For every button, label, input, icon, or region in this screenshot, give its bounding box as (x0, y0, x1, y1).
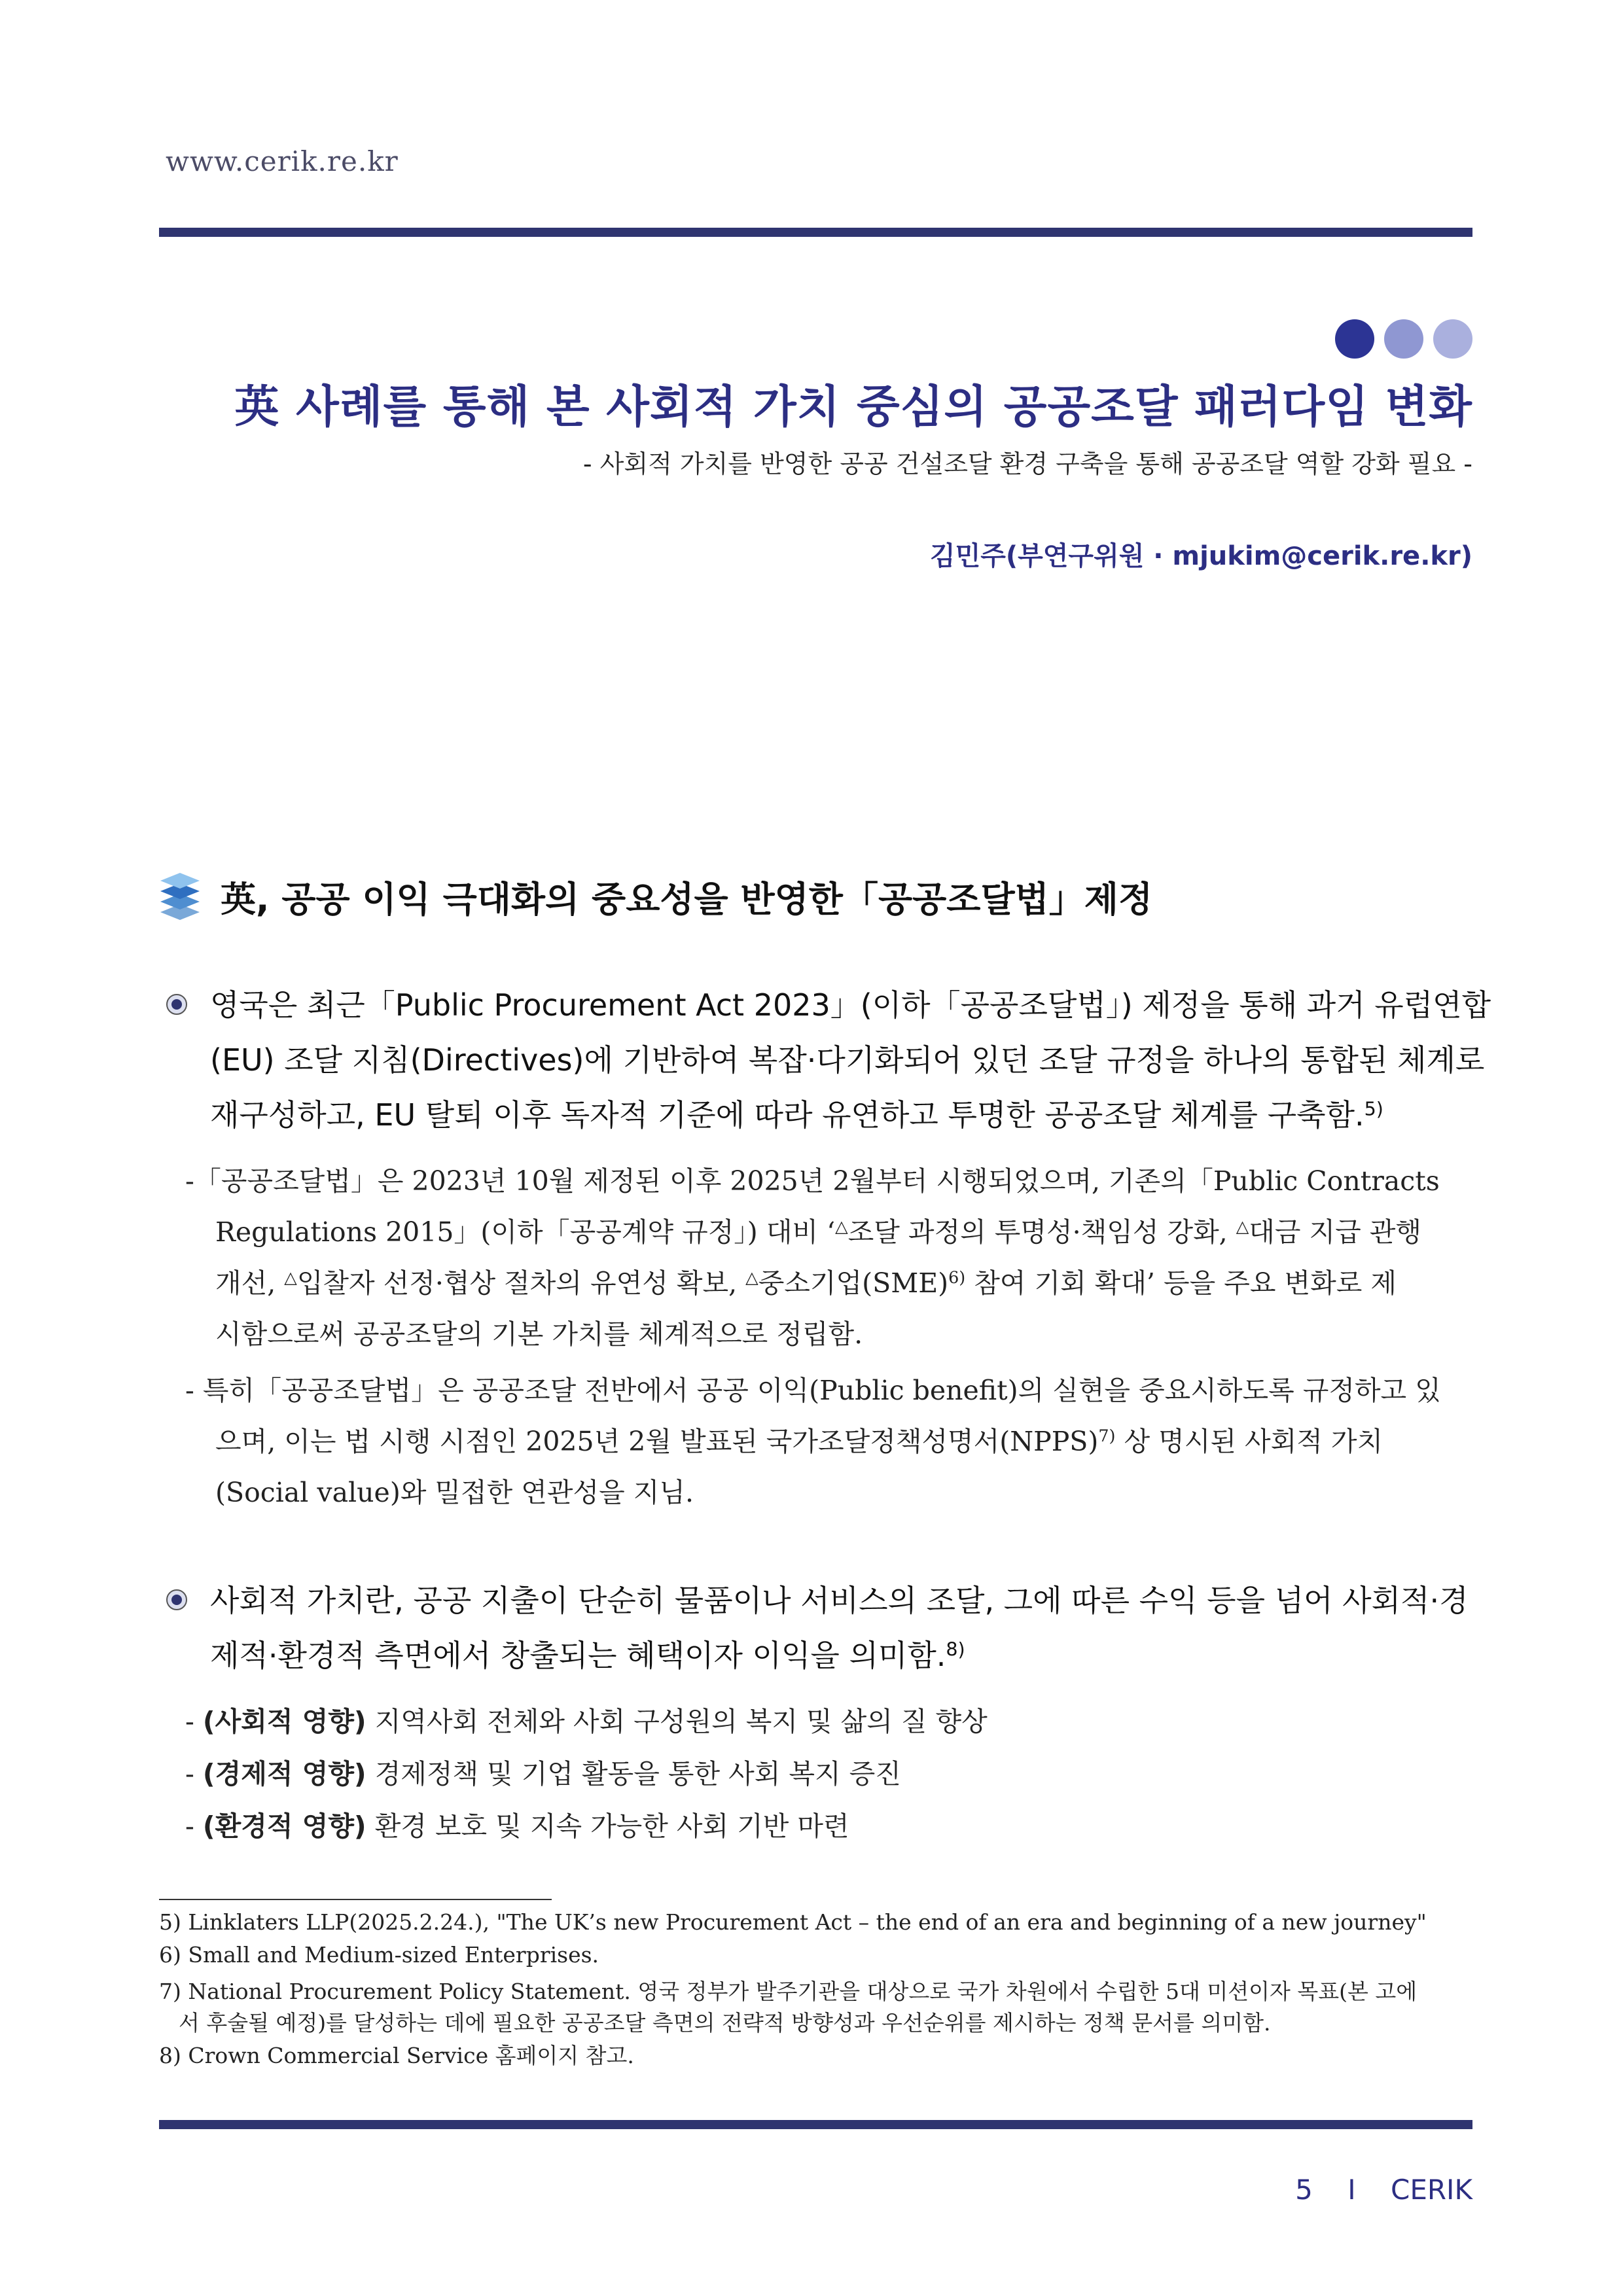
sub-item-list (185, 1159, 1472, 1526)
footnote: 6) Small and Medium-sized Enterprises. (159, 1942, 599, 1968)
sub-item-line: 개선, △입찰자 선정·협상 절차의 유연성 확보, △중소기업(SME)$^{6)}$ 참여 기회 확대’ 등을 주요 변화로 제 (215, 1267, 1397, 1299)
impact-item: - (경제적 영향) 경제정책 및 기업 활동을 통한 사회 복지 증진 (185, 1758, 901, 1790)
paragraph-line: 제적·환경적 측면에서 창출되는 혜택이자 이익을 의미함.$^{8)}$ (210, 1638, 965, 1673)
page-number: 5 (1295, 2174, 1313, 2206)
article-subtitle: - 사회적 가치를 반영한 공공 건설조달 환경 구축을 통해 공공조달 역할 강화 필요 - (582, 450, 1472, 478)
paragraph-line: (EU) 조달 지침(Directives)에 기반하여 복잡·다기화되어 있던 조달 규정을 하나의 통합된 체계로 (210, 1042, 1485, 1078)
paragraph-line: 영국은 최근「Public Procurement Act 2023」(이하「공공조달법」) 제정을 통해 과거 유럽연합 (210, 987, 1491, 1023)
page-footer (159, 2174, 1472, 2206)
footnotes (159, 1909, 1472, 2073)
footnote: 5) Linklaters LLP(2025.2.24.), "The UK’s new Procurement Act – the end of an era and beginning of a new journey" (159, 1909, 1427, 1935)
dot-icon (1384, 319, 1423, 359)
article-title: 英 사례를 통해 본 사회적 가치 중심의 공공조달 패러다임 변화 (234, 381, 1472, 433)
dot-icon (1433, 319, 1472, 359)
paragraph-line: 사회적 가치란, 공공 지출이 단순히 물품이나 서비스의 조달, 그에 따른 수익 등을 넘어 사회적·경 (210, 1583, 1469, 1618)
layers-icon (159, 872, 201, 921)
impact-item: - (사회적 영향) 지역사회 전체와 사회 구성원의 복지 및 삶의 질 향상 (185, 1706, 988, 1737)
sub-item-line: Regulations 2015」(이하「공공계약 규정」) 대비 ‘△조달 과정의 투명성·책임성 강화, △대금 지급 관행 (215, 1216, 1421, 1248)
footnote-ref: 5) (1364, 1098, 1383, 1120)
footnote: 8) Crown Commercial Service 홈페이지 참고. (159, 2043, 634, 2068)
decorative-dots (1335, 319, 1472, 361)
sub-item-line: -「공공조달법」은 2023년 10월 제정된 이후 2025년 2월부터 시행되었으며, 기존의「Public Contracts (185, 1165, 1440, 1197)
footnote-rule (159, 1899, 552, 1900)
footnote-ref: 8) (946, 1638, 965, 1661)
dot-icon (1335, 319, 1374, 359)
footnote-ref: 6) (948, 1267, 966, 1288)
target-bullet-icon (166, 993, 188, 1016)
footer-separator: I (1347, 2174, 1356, 2206)
sub-item-line: 으며, 이는 법 시행 시점인 2025년 2월 발표된 국가조달정책성명서(NPPS)$^{7)}$ 상 명시된 사회적 가치 (215, 1426, 1383, 1457)
sub-item-line: 시함으로써 공공조달의 기본 가치를 체계적으로 정립함. (215, 1318, 863, 1350)
bullet-paragraph (159, 1577, 1472, 1688)
sub-item-line: (Social value)와 밀접한 연관성을 지님. (215, 1477, 694, 1508)
footer-rule (159, 2120, 1472, 2129)
target-bullet-icon (166, 1589, 188, 1611)
paragraph-line: 재구성하고, EU 탈퇴 이후 독자적 기준에 따라 유연하고 투명한 공공조달 체계를 구축함.$^{5)}$ (210, 1097, 1383, 1133)
section-heading (159, 870, 1152, 923)
footer-brand: CERIK (1391, 2174, 1472, 2206)
header-rule (159, 228, 1472, 237)
article-author: 김민주(부연구위원 · mjukim@cerik.re.kr) (929, 541, 1472, 571)
site-url: www.cerik.re.kr (166, 145, 399, 177)
impact-item: - (환경적 영향) 환경 보호 및 지속 가능한 사회 기반 마련 (185, 1810, 849, 1842)
footnote: 서 후술될 예정)를 달성하는 데에 필요한 공공조달 측면의 전략적 방향성과 우선순위를 제시하는 정책 문서를 의미함. (179, 2010, 1271, 2036)
bullet-paragraph (159, 981, 1491, 1152)
footnote-ref: 7) (1098, 1426, 1116, 1446)
impact-list (185, 1700, 1472, 1857)
footnote: 7) National Procurement Policy Statement. 영국 정부가 발주기관을 대상으로 국가 차원에서 수립한 5대 미션이자 목표(본 고에 (159, 1979, 1418, 2004)
section-title: 英, 공공 이익 극대화의 중요성을 반영한「공공조달법」제정 (221, 878, 1153, 920)
sub-item-line: - 특히「공공조달법」은 공공조달 전반에서 공공 이익(Public benefit)의 실현을 중요시하도록 규정하고 있 (185, 1375, 1441, 1406)
